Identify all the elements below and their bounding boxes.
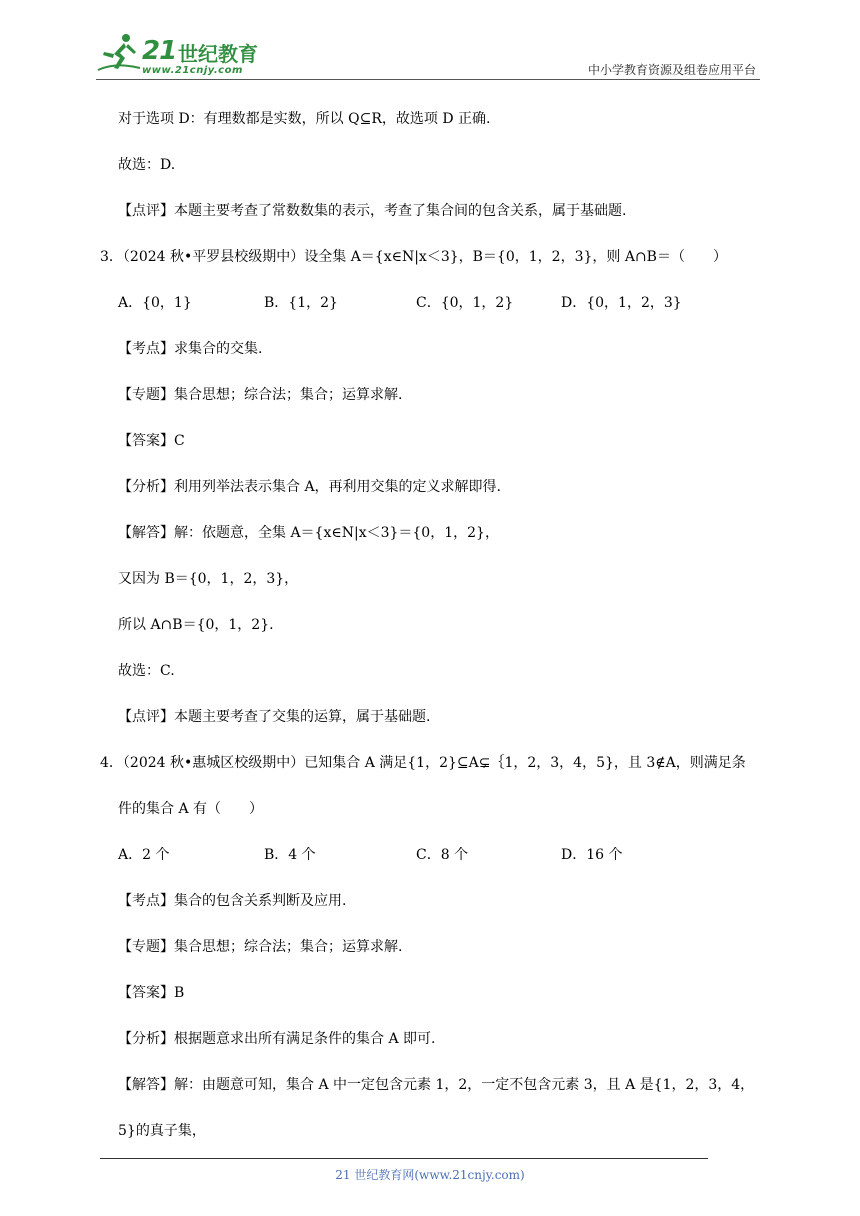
runner-icon <box>96 32 142 78</box>
option-d[interactable]: D．16 个 <box>561 847 623 863</box>
comment: 【点评】本题主要考查了交集的运算，属于基础题. <box>118 709 431 725</box>
option-d[interactable]: D．{0，1，2，3} <box>561 295 682 311</box>
knowledge-point: 【考点】求集合的交集. <box>118 341 263 357</box>
question-4-stem: 4．（2024 秋•惠城区校级期中）已知集合 A 满足{1，2}⊆A⊊｛1，2，3，4，5}，且 3∉A，则满足条 <box>100 755 746 771</box>
solution-step: 又因为 B＝{0，1，2，3}， <box>118 571 299 587</box>
text-line: 故选：D. <box>118 157 176 173</box>
solution: 【解答】解：依题意，全集 A＝{x∈N|x＜3}＝{0，1，2}， <box>118 525 499 541</box>
logo-url: www.21cnjy.com <box>142 65 243 76</box>
option-b[interactable]: B．{1，2} <box>264 295 338 311</box>
header-platform-text: 中小学教育资源及组卷应用平台 <box>587 63 756 77</box>
option-a[interactable]: A．2 个 <box>118 847 170 863</box>
analysis: 【分析】利用列举法表示集合 A，再利用交集的定义求解即得. <box>118 479 502 495</box>
topic: 【专题】集合思想；综合法；集合；运算求解. <box>118 387 403 403</box>
knowledge-point: 【考点】集合的包含关系判断及应用. <box>118 893 347 909</box>
solution-step: 故选：C. <box>118 663 175 679</box>
logo-number: 21 <box>142 36 177 66</box>
option-c[interactable]: C．{0，1，2} <box>416 295 514 311</box>
logo-title: 世纪教育 <box>178 42 258 66</box>
solution-step: 所以 A∩B＝{0，1，2}. <box>118 617 274 633</box>
answer: 【答案】C <box>118 433 185 449</box>
option-a[interactable]: A．{0，1} <box>118 295 192 311</box>
text-line: 对于选项 D：有理数都是实数，所以 Q⊆R，故选项 D 正确. <box>118 111 491 127</box>
page-header <box>0 0 860 90</box>
footer-divider <box>100 1158 708 1159</box>
option-c[interactable]: C．8 个 <box>416 847 469 863</box>
text-line: 【点评】本题主要考查了常数数集的表示，考查了集合间的包含关系，属于基础题. <box>118 203 627 219</box>
header-divider <box>96 79 760 80</box>
solution-cont: 5}的真子集， <box>118 1123 206 1139</box>
footer-site-link[interactable]: 21 世纪教育网(www.21cnjy.com) <box>335 1168 525 1182</box>
site-logo[interactable] <box>96 32 261 80</box>
question-4-stem-cont: 件的集合 A 有（ ） <box>118 801 264 817</box>
option-b[interactable]: B．4 个 <box>264 847 316 863</box>
topic: 【专题】集合思想；综合法；集合；运算求解. <box>118 939 403 955</box>
question-3-stem: 3．（2024 秋•平罗县校级期中）设全集 A＝{x∈N|x＜3}，B＝{0，1，2，3}，则 A∩B＝（ ） <box>100 249 727 265</box>
solution: 【解答】解：由题意可知，集合 A 中一定包含元素 1，2，一定不包含元素 3，且 A 是{1，2，3，4， <box>118 1077 755 1093</box>
analysis: 【分析】根据题意求出所有满足条件的集合 A 即可. <box>118 1031 436 1047</box>
answer: 【答案】B <box>118 985 185 1001</box>
